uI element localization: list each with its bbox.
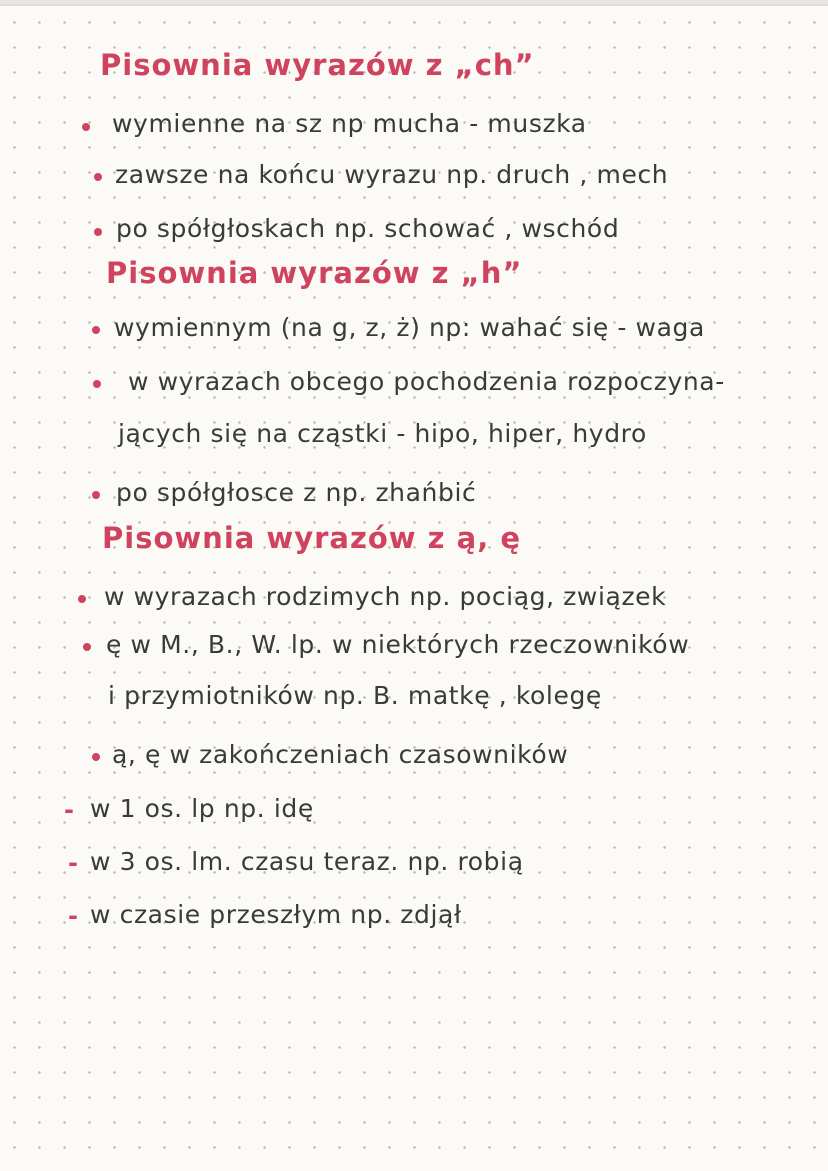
rule-line-continuation: i przymiotników np. B. matkę , kolegę <box>108 681 602 710</box>
rule-line: w wyrazach obcego pochodzenia rozpoczyna- <box>128 367 725 396</box>
rule-line: zawsze na końcu wyrazu np. druch , mech <box>115 160 669 189</box>
dash-marker: - <box>68 902 78 930</box>
sub-rule-line: w 3 os. lm. czasu teraz. np. robią <box>90 847 524 876</box>
dash-marker: - <box>68 849 78 877</box>
sub-rule-line: w 1 os. lp np. idę <box>90 794 314 823</box>
bullet-dot <box>94 173 102 181</box>
rule-line-continuation: jących się na cząstki - hipo, hiper, hydro <box>118 419 647 448</box>
heading-a-e: Pisownia wyrazów z ą, ę <box>102 521 522 555</box>
rule-line: w wyrazach rodzimych np. pociąg, związek <box>104 582 667 611</box>
notebook-page <box>0 6 828 1171</box>
sub-rule-line: w czasie przeszłym np. zdjął <box>90 900 462 929</box>
bullet-dot <box>93 380 101 388</box>
bullet-dot <box>78 595 86 603</box>
rule-line: ą, ę w zakończeniach czasowników <box>112 740 569 769</box>
heading-ch: Pisownia wyrazów z „ch” <box>100 48 535 82</box>
rule-line: po spółgłoskach np. schować , wschód <box>116 214 620 243</box>
bullet-dot <box>94 228 102 236</box>
rule-line: po spółgłosce z np. zhańbić <box>116 478 477 507</box>
bullet-dot <box>82 123 90 131</box>
dash-marker: - <box>64 796 74 824</box>
rule-line: ę w M., B., W. lp. w niektórych rzeczowników <box>106 630 690 659</box>
bullet-dot <box>92 753 100 761</box>
rule-line: wymiennym (na g, z, ż) np: wahać się - waga <box>114 313 705 342</box>
heading-h: Pisownia wyrazów z „h” <box>106 256 523 290</box>
rule-line: wymienne na sz np mucha - muszka <box>112 109 587 138</box>
bullet-dot <box>92 491 100 499</box>
bullet-dot <box>83 643 91 651</box>
bullet-dot <box>92 326 100 334</box>
